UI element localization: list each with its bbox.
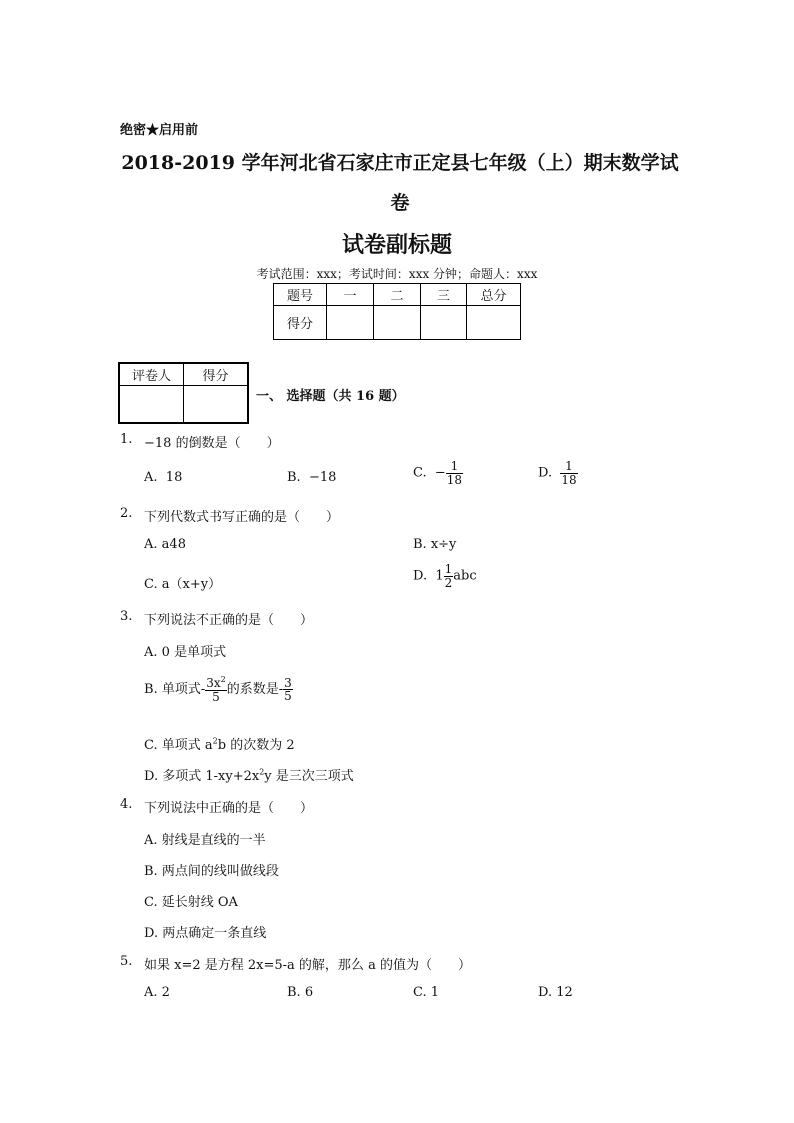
option-prefix: − bbox=[434, 465, 446, 481]
option-text: b 的次数为 2 bbox=[217, 738, 295, 753]
score-header-cell: 三 bbox=[421, 284, 467, 306]
option-label: B. bbox=[413, 537, 427, 552]
grader-header-cell: 评卷人 bbox=[119, 363, 184, 386]
question-3-number: 3. bbox=[120, 609, 133, 624]
question-1-option-a bbox=[144, 470, 182, 485]
option-label: C. bbox=[144, 738, 158, 753]
mixed-number-whole: 1 bbox=[435, 568, 444, 584]
question-2-number: 2. bbox=[120, 506, 133, 521]
fraction bbox=[205, 676, 227, 703]
question-5-option-c bbox=[413, 985, 439, 1000]
question-1-stem: −18 的倒数是（ ） bbox=[144, 436, 280, 451]
option-text: 1 bbox=[430, 985, 440, 1000]
option-label: B. bbox=[287, 470, 301, 485]
option-label: A. bbox=[144, 645, 158, 660]
question-4-option-c bbox=[144, 891, 238, 910]
exam-info: 考试范围：xxx；考试时间：xxx 分钟；命题人：xxx bbox=[256, 267, 538, 281]
fraction-denominator: 18 bbox=[561, 472, 577, 487]
question-4-stem: 下列说法中正确的是（ ） bbox=[144, 801, 314, 816]
option-label: D. bbox=[144, 926, 159, 941]
question-5-option-d bbox=[538, 985, 573, 1000]
fraction bbox=[283, 677, 293, 703]
question-2-stem: 下列代数式书写正确的是（ ） bbox=[144, 510, 340, 525]
fraction-numerator: 1 bbox=[560, 460, 577, 474]
numerator-text: 3x bbox=[206, 676, 221, 690]
score-header-cell: 一 bbox=[327, 284, 374, 306]
option-text: 12 bbox=[556, 985, 573, 1000]
score-cell[interactable] bbox=[467, 306, 521, 340]
option-text: 多项式 1-xy+2x bbox=[162, 769, 260, 784]
option-label: D. bbox=[538, 465, 553, 481]
score-header-cell: 二 bbox=[374, 284, 421, 306]
fraction bbox=[444, 563, 454, 589]
question-4-option-b bbox=[144, 860, 279, 879]
exam-title: 2018-2019 学年河北省石家庄市正定县七年级（上）期末数学试 bbox=[121, 152, 679, 174]
option-label: B. bbox=[144, 864, 158, 879]
option-label: C. bbox=[144, 577, 158, 592]
score-header-cell: 题号 bbox=[274, 284, 327, 306]
question-2-option-c bbox=[144, 573, 221, 592]
question-4-number: 4. bbox=[120, 797, 133, 812]
score-cell[interactable] bbox=[421, 306, 467, 340]
exponent: 2 bbox=[212, 736, 218, 746]
fraction-denominator: 5 bbox=[284, 689, 292, 704]
option-text: 6 bbox=[304, 985, 314, 1000]
question-3-option-b bbox=[144, 676, 293, 703]
fraction-numerator: 1 bbox=[446, 460, 463, 474]
fraction-numerator bbox=[205, 676, 227, 691]
fraction bbox=[446, 460, 463, 486]
option-text: 18 bbox=[165, 470, 183, 485]
option-text: 单项式 a bbox=[161, 738, 213, 753]
option-label: A. bbox=[144, 470, 158, 485]
option-text: 的系数是- bbox=[226, 682, 284, 698]
question-5-option-a bbox=[144, 985, 170, 1000]
option-text: 两点确定一条直线 bbox=[162, 926, 267, 941]
fraction-denominator: 2 bbox=[444, 575, 453, 590]
question-1-option-c bbox=[413, 460, 463, 486]
score-table bbox=[273, 283, 521, 340]
option-label: A. bbox=[144, 985, 158, 1000]
grader-table bbox=[118, 362, 249, 424]
question-3-option-a bbox=[144, 641, 226, 660]
grader-cell[interactable] bbox=[119, 386, 184, 424]
score-row-label: 得分 bbox=[274, 306, 327, 340]
option-text: −18 bbox=[308, 470, 337, 485]
option-label: B. bbox=[144, 682, 158, 698]
question-2-option-b bbox=[413, 537, 456, 552]
fraction-denominator: 18 bbox=[446, 472, 463, 487]
fraction-numerator: 1 bbox=[444, 562, 453, 576]
option-text: y 是三次三项式 bbox=[264, 769, 354, 784]
question-1-option-d bbox=[538, 460, 578, 486]
question-3-stem: 下列说法不正确的是（ ） bbox=[144, 613, 314, 628]
fraction-numerator: 3 bbox=[284, 675, 292, 690]
option-text: a（x+y） bbox=[161, 577, 222, 592]
fraction bbox=[560, 460, 577, 486]
option-label: A. bbox=[144, 833, 158, 848]
exam-title-continued: 卷 bbox=[390, 192, 410, 214]
option-text: x÷y bbox=[430, 537, 457, 552]
option-label: D. bbox=[538, 985, 553, 1000]
option-text: 延长射线 OA bbox=[161, 895, 238, 910]
option-label: C. bbox=[144, 895, 158, 910]
grader-header-cell: 得分 bbox=[184, 363, 249, 386]
question-4-option-a bbox=[144, 829, 266, 848]
question-3-option-d bbox=[144, 765, 354, 784]
option-label: C. bbox=[413, 465, 427, 481]
question-5-option-b bbox=[287, 985, 313, 1000]
option-text: 两点间的线叫做线段 bbox=[161, 864, 279, 879]
confidential-label: 绝密★启用前 bbox=[120, 123, 199, 138]
question-1-option-b bbox=[287, 470, 336, 485]
option-label: D. bbox=[413, 568, 428, 584]
option-text: 射线是直线的一半 bbox=[161, 833, 266, 848]
option-label: A. bbox=[144, 537, 158, 552]
section-heading: 一、 选择题（共 16 题） bbox=[256, 389, 405, 404]
option-text: 2 bbox=[161, 985, 170, 1000]
option-text: 0 是单项式 bbox=[161, 645, 227, 660]
exponent: 2 bbox=[259, 767, 265, 777]
option-suffix: abc bbox=[453, 568, 477, 584]
question-5-stem: 如果 x=2 是方程 2x=5-a 的解，那么 a 的值为（ ） bbox=[144, 958, 471, 973]
option-text: 单项式- bbox=[161, 682, 206, 698]
score-header-cell: 总分 bbox=[467, 284, 521, 306]
exam-subtitle: 试卷副标题 bbox=[341, 232, 452, 258]
fraction-denominator: 5 bbox=[212, 689, 220, 704]
score-cell[interactable] bbox=[327, 306, 374, 340]
option-label: B. bbox=[287, 985, 301, 1000]
question-1-number: 1. bbox=[120, 432, 133, 447]
question-2-option-d bbox=[413, 563, 477, 589]
exponent: 2 bbox=[220, 675, 226, 684]
question-5-number: 5. bbox=[120, 954, 133, 969]
question-3-option-c bbox=[144, 734, 295, 753]
question-2-option-a bbox=[144, 537, 186, 552]
question-4-option-d bbox=[144, 922, 266, 941]
option-label: C. bbox=[413, 985, 427, 1000]
score-cell[interactable] bbox=[374, 306, 421, 340]
option-text: a48 bbox=[161, 537, 186, 552]
option-label: D. bbox=[144, 769, 159, 784]
grader-cell[interactable] bbox=[184, 386, 249, 424]
